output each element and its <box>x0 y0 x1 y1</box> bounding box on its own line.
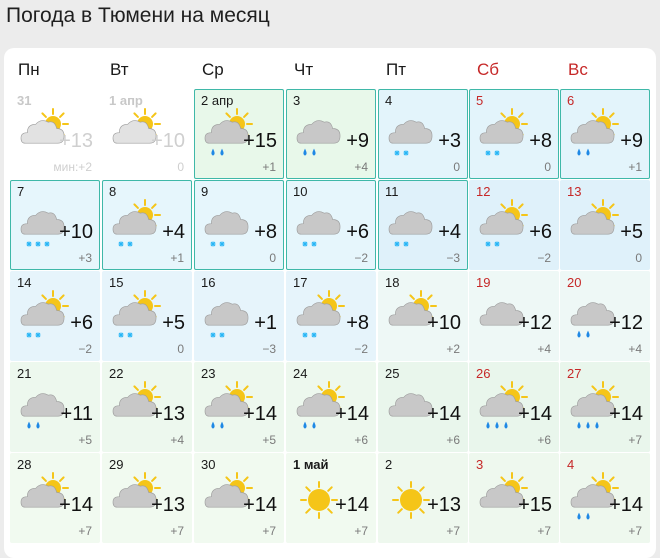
day-temperature: +14 <box>243 494 277 516</box>
day-date: 12 <box>476 184 491 199</box>
day-temperature: +14 <box>609 403 643 425</box>
day-temperature: +9 <box>346 130 369 152</box>
day-temperature: +13 <box>427 494 461 516</box>
sun-cloud-snow-icon <box>109 199 163 255</box>
night-temperature: −2 <box>354 342 368 356</box>
day-date: 3 <box>293 93 301 108</box>
night-temperature: +7 <box>170 524 184 538</box>
day-temperature: +12 <box>518 312 552 334</box>
day-temperature: +5 <box>620 221 643 243</box>
day-temperature: +15 <box>518 494 552 516</box>
day-date: 1 май <box>293 457 329 472</box>
night-temperature: +1 <box>628 160 642 174</box>
day-temperature: +12 <box>609 312 643 334</box>
day-cell[interactable] <box>10 180 100 270</box>
day-cell[interactable] <box>102 89 192 179</box>
day-date: 4 <box>567 457 575 472</box>
day-temperature: +10 <box>427 312 461 334</box>
day-cell[interactable] <box>102 271 192 361</box>
day-cell[interactable] <box>378 180 468 270</box>
sun-cloud-rain-icon <box>567 108 621 164</box>
day-date: 22 <box>109 366 124 381</box>
cloud-rain-icon <box>293 108 347 164</box>
day-date: 24 <box>293 366 308 381</box>
day-cell[interactable] <box>102 362 192 452</box>
day-temperature: +14 <box>335 403 369 425</box>
day-cell[interactable] <box>378 362 468 452</box>
night-temperature: 0 <box>544 160 551 174</box>
day-date: 23 <box>201 366 216 381</box>
day-temperature: +8 <box>254 221 277 243</box>
day-temperature: +4 <box>438 221 461 243</box>
day-temperature: +9 <box>620 130 643 152</box>
sun-cloud-icon <box>567 199 621 255</box>
night-temperature: +2 <box>446 342 460 356</box>
night-temperature: +1 <box>170 251 184 265</box>
cloud-snow-icon <box>201 199 255 255</box>
day-cell[interactable] <box>286 180 376 270</box>
cloud-snow-icon <box>385 108 439 164</box>
day-date: 1 апр <box>109 93 143 108</box>
day-temperature: +6 <box>346 221 369 243</box>
day-cell[interactable] <box>560 453 650 543</box>
day-temperature: +14 <box>243 403 277 425</box>
day-date: 4 <box>385 93 393 108</box>
day-temperature: +11 <box>60 403 93 425</box>
day-date: 30 <box>201 457 216 472</box>
weekday-header: Ср <box>202 60 224 79</box>
night-temperature: +7 <box>628 524 642 538</box>
day-cell[interactable] <box>560 362 650 452</box>
day-date: 26 <box>476 366 491 381</box>
day-cell[interactable] <box>10 271 100 361</box>
day-temperature: +14 <box>335 494 369 516</box>
day-cell[interactable] <box>102 453 192 543</box>
day-cell[interactable] <box>286 89 376 179</box>
day-date: 18 <box>385 275 400 290</box>
day-cell[interactable] <box>194 89 284 179</box>
day-date: 13 <box>567 184 582 199</box>
night-temperature: +7 <box>262 524 276 538</box>
day-temperature: +3 <box>438 130 461 152</box>
day-date: 8 <box>109 184 117 199</box>
night-temperature: +7 <box>78 524 92 538</box>
night-temperature: +7 <box>628 433 642 447</box>
day-date: 31 <box>17 93 32 108</box>
night-temperature: 0 <box>177 342 184 356</box>
day-cell[interactable] <box>378 453 468 543</box>
page-title: Погода в Тюмени на месяц <box>6 4 270 27</box>
day-temperature: +13 <box>59 130 93 152</box>
night-temperature: +4 <box>537 342 551 356</box>
night-temperature: +4 <box>170 433 184 447</box>
day-temperature: +14 <box>427 403 461 425</box>
day-cell[interactable] <box>378 271 468 361</box>
night-temperature: +6 <box>537 433 551 447</box>
day-cell[interactable] <box>286 453 376 543</box>
day-cell[interactable] <box>102 180 192 270</box>
night-temperature: +7 <box>446 524 460 538</box>
night-temperature: +5 <box>262 433 276 447</box>
day-date: 2 <box>385 457 393 472</box>
day-temperature: +15 <box>243 130 277 152</box>
day-date: 10 <box>293 184 308 199</box>
day-temperature: +8 <box>529 130 552 152</box>
night-temperature: −3 <box>262 342 276 356</box>
night-temperature: +5 <box>78 433 92 447</box>
day-temperature: +13 <box>151 403 185 425</box>
weekday-header: Вт <box>110 60 129 79</box>
day-cell[interactable] <box>560 180 650 270</box>
night-temperature: +7 <box>354 524 368 538</box>
weekday-header: Сб <box>477 60 500 79</box>
sun-cloud-snow-icon <box>476 199 530 255</box>
day-cell[interactable] <box>469 89 559 179</box>
day-date: 11 <box>385 184 399 199</box>
sun-cloud-snow-icon <box>293 290 347 346</box>
sun-cloud-snow-icon <box>17 290 71 346</box>
day-temperature: +6 <box>529 221 552 243</box>
day-cell[interactable] <box>194 271 284 361</box>
day-date: 7 <box>17 184 25 199</box>
day-temperature: +6 <box>70 312 93 334</box>
day-cell[interactable] <box>560 89 650 179</box>
day-cell[interactable] <box>10 362 100 452</box>
cloud-snow-icon <box>293 199 347 255</box>
day-date: 5 <box>476 93 484 108</box>
day-cell[interactable] <box>194 362 284 452</box>
day-cell[interactable] <box>194 453 284 543</box>
night-temperature: +7 <box>537 524 551 538</box>
night-temperature: +4 <box>354 160 368 174</box>
day-temperature: +13 <box>151 494 185 516</box>
night-temperature: 0 <box>635 251 642 265</box>
day-cell[interactable] <box>469 180 559 270</box>
day-temperature: +4 <box>162 221 185 243</box>
day-date: 17 <box>293 275 308 290</box>
day-cell[interactable] <box>469 362 559 452</box>
day-date: 28 <box>17 457 32 472</box>
day-temperature: +10 <box>59 221 93 243</box>
day-temperature: +10 <box>151 130 185 152</box>
day-date: 19 <box>476 275 491 290</box>
day-date: 3 <box>476 457 484 472</box>
day-temperature: +5 <box>162 312 185 334</box>
day-cell[interactable] <box>10 89 100 179</box>
cloud-snow-icon <box>385 199 439 255</box>
day-cell[interactable] <box>10 453 100 543</box>
night-temperature: +3 <box>78 251 92 265</box>
day-temperature: +14 <box>59 494 93 516</box>
day-date: 16 <box>201 275 216 290</box>
day-cell[interactable] <box>378 89 468 179</box>
weekday-header: Вс <box>568 60 588 79</box>
day-cell[interactable] <box>469 271 559 361</box>
day-date: 25 <box>385 366 400 381</box>
day-date: 14 <box>17 275 32 290</box>
weekday-header: Пн <box>18 60 40 79</box>
day-date: 20 <box>567 275 582 290</box>
night-temperature: 0 <box>177 160 184 174</box>
sun-cloud-snow-icon <box>109 290 163 346</box>
night-temperature: мин:+2 <box>53 160 92 174</box>
day-date: 9 <box>201 184 209 199</box>
day-temperature: +1 <box>254 312 277 334</box>
weekday-header: Чт <box>294 60 314 79</box>
night-temperature: +1 <box>262 160 276 174</box>
cloud-snow-icon <box>201 290 255 346</box>
day-temperature: +14 <box>609 494 643 516</box>
day-temperature: +14 <box>518 403 552 425</box>
day-date: 21 <box>17 366 32 381</box>
day-cell[interactable] <box>469 453 559 543</box>
night-temperature: −2 <box>354 251 368 265</box>
night-temperature: +4 <box>628 342 642 356</box>
day-cell[interactable] <box>286 271 376 361</box>
day-date: 27 <box>567 366 582 381</box>
day-temperature: +8 <box>346 312 369 334</box>
night-temperature: +6 <box>446 433 460 447</box>
weekday-header: Пт <box>386 60 407 79</box>
night-temperature: −2 <box>78 342 92 356</box>
day-date: 15 <box>109 275 124 290</box>
night-temperature: 0 <box>269 251 276 265</box>
night-temperature: 0 <box>453 160 460 174</box>
night-temperature: +6 <box>354 433 368 447</box>
sun-cloud-snow-icon <box>476 108 530 164</box>
night-temperature: −2 <box>537 251 551 265</box>
day-cell[interactable] <box>194 180 284 270</box>
day-cell[interactable] <box>560 271 650 361</box>
night-temperature: −3 <box>446 251 460 265</box>
day-date: 6 <box>567 93 575 108</box>
day-date: 29 <box>109 457 124 472</box>
day-date: 2 апр <box>201 93 234 108</box>
day-cell[interactable] <box>286 362 376 452</box>
